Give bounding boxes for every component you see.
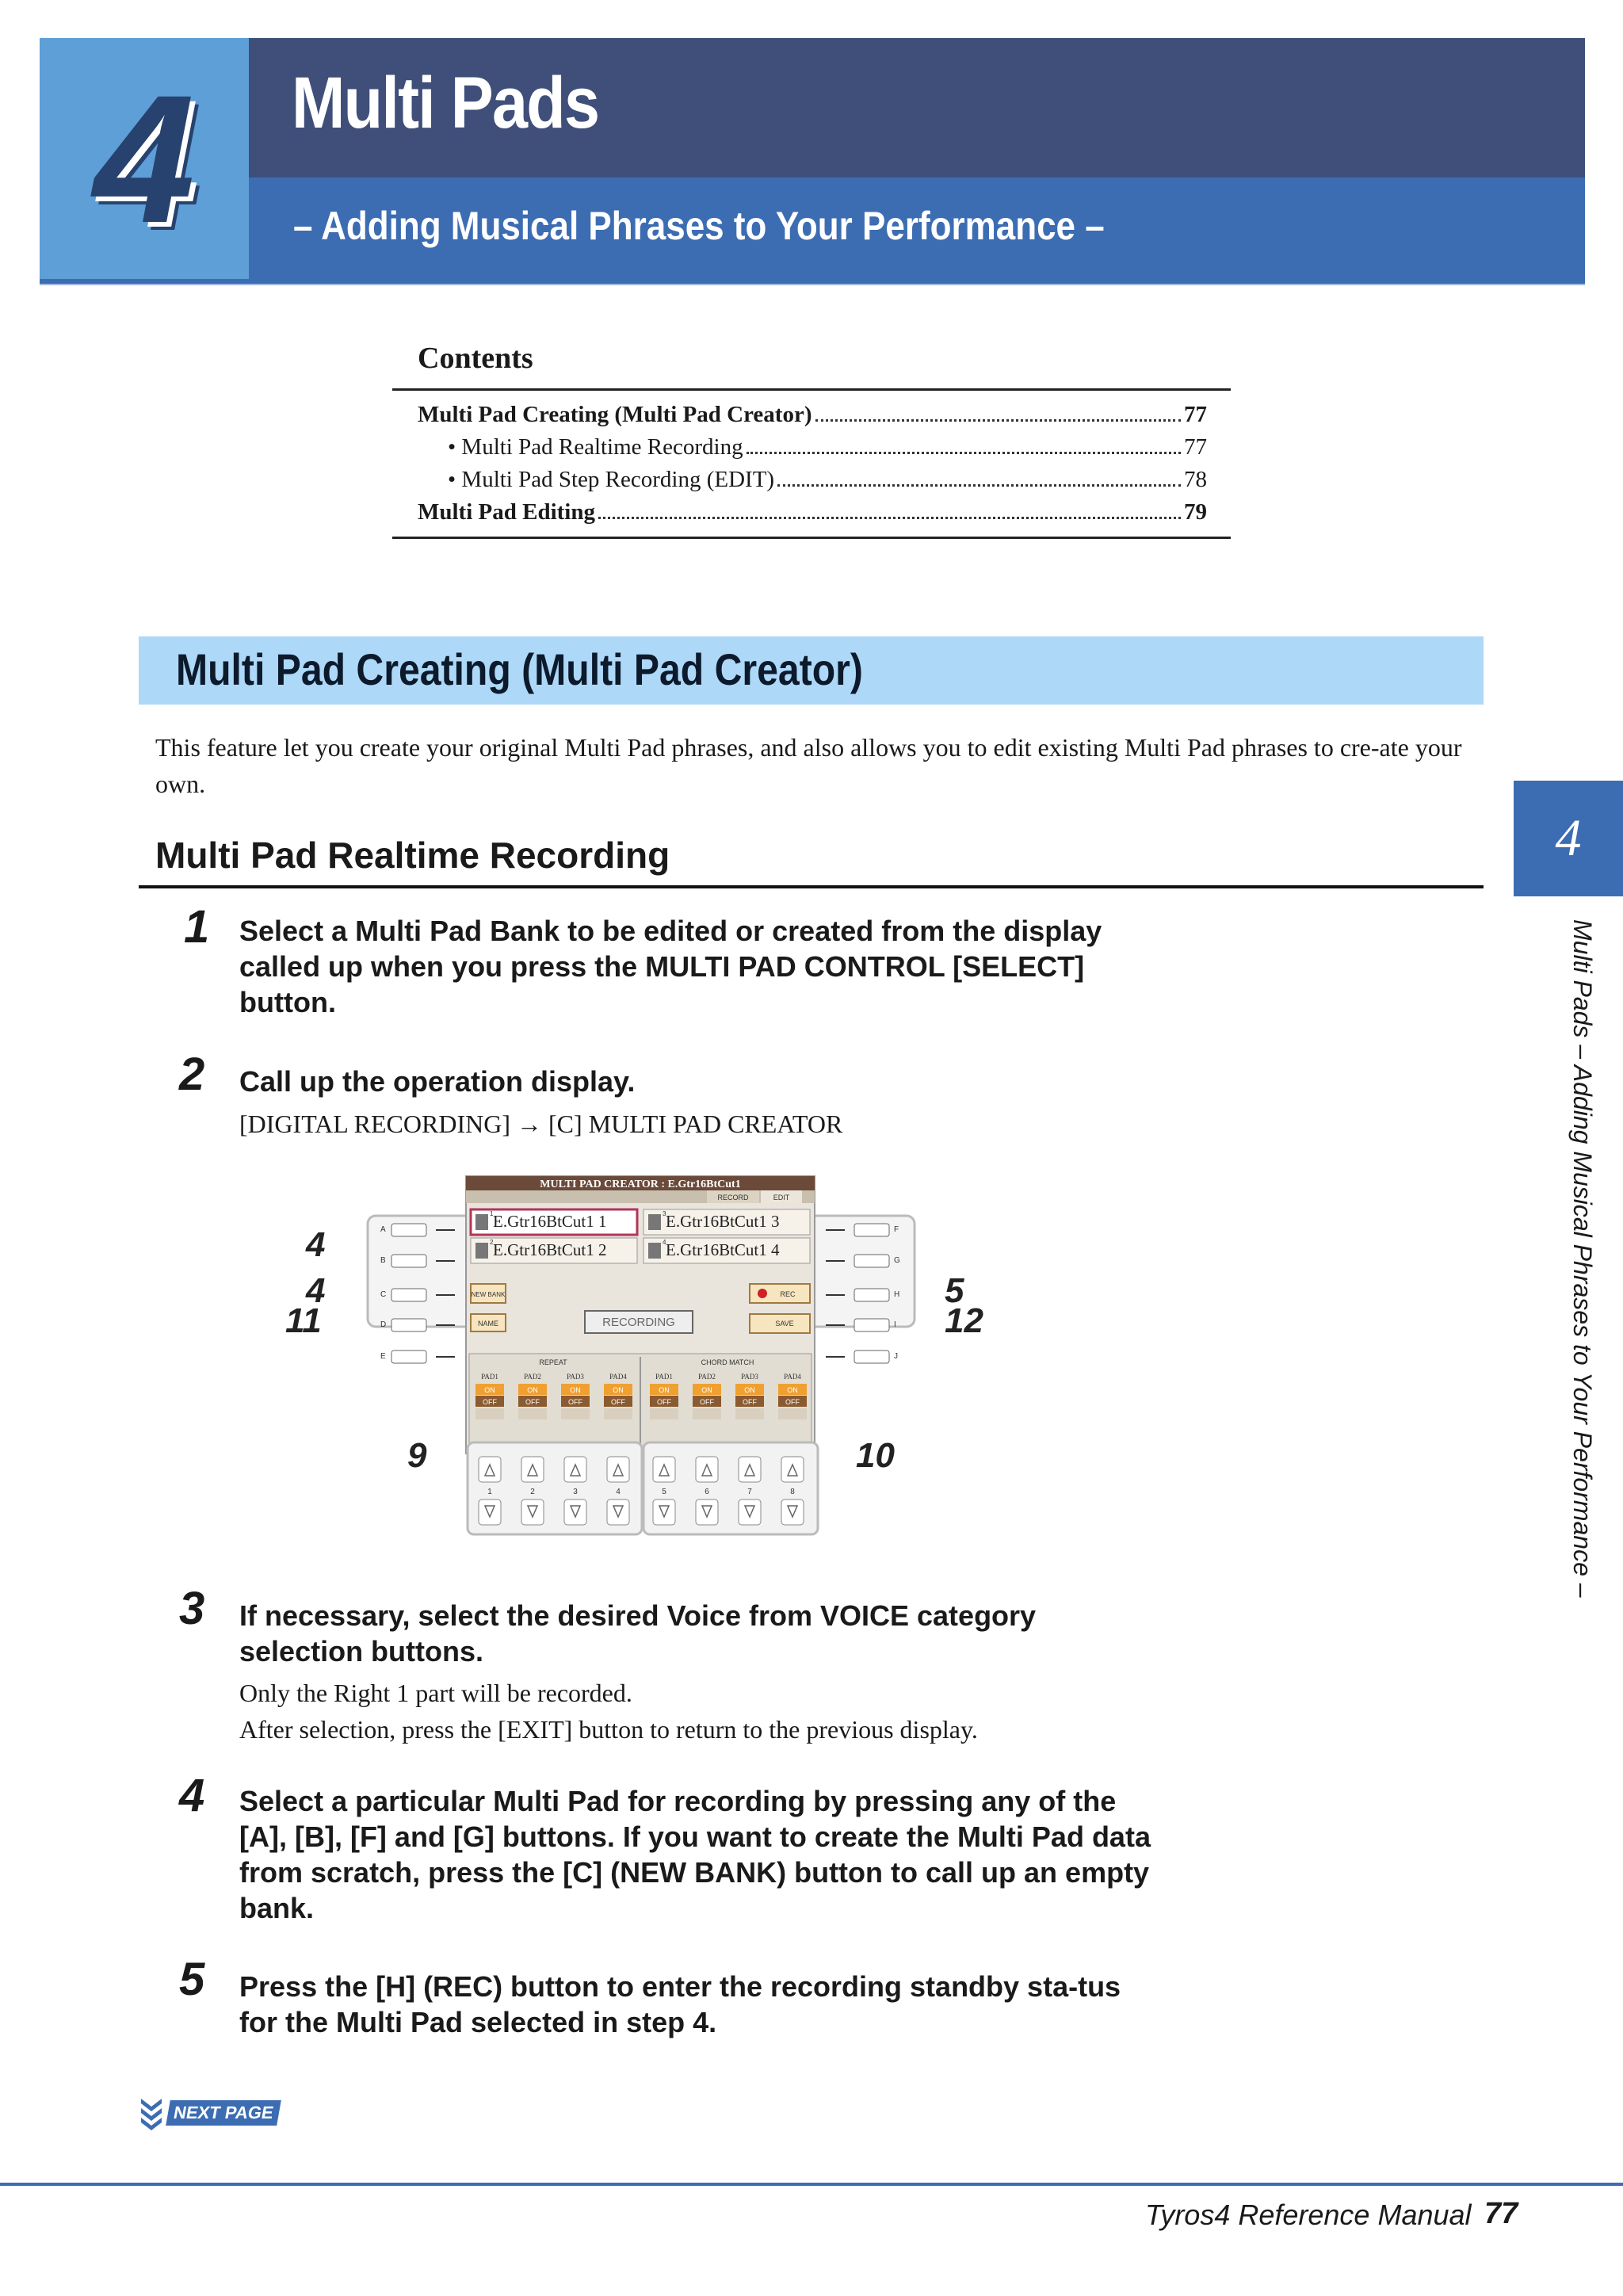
callout-number: 4 [306, 1225, 326, 1264]
up-button[interactable] [607, 1457, 629, 1482]
on-label: ON [744, 1386, 755, 1394]
audio-icon [475, 1214, 488, 1230]
section-title: Multi Pad Creating (Multi Pad Creator) [176, 644, 863, 694]
up-button[interactable] [653, 1457, 675, 1482]
rec-label: REC [780, 1290, 796, 1298]
up-button[interactable] [521, 1457, 544, 1482]
switch-track [518, 1408, 547, 1419]
button-letter: G [894, 1256, 900, 1265]
pad-slot-number: 2 [490, 1239, 494, 1246]
slider-number: 3 [573, 1488, 578, 1496]
switch-track [650, 1408, 678, 1419]
step-text: Select a particular Multi Pad for recording by pressing any of the [A], [B], [F] and [G] buttons. If you want to create the Multi Pad data from scratch, press the [C] (NEW BANK) button to call up an empty bank. [239, 1785, 1151, 1924]
audio-icon [648, 1214, 661, 1230]
step-text: Call up the operation display. [239, 1065, 636, 1098]
audio-icon [475, 1243, 488, 1259]
toc-entry[interactable] [392, 431, 1231, 464]
toc-leader [815, 419, 1182, 422]
next-page-arrows-icon [139, 2095, 163, 2132]
chapter-title: Multi Pads [292, 63, 599, 143]
subsection-title: Multi Pad Realtime Recording [155, 835, 670, 876]
off-label: OFF [785, 1398, 800, 1406]
callout-number: 11 [285, 1301, 322, 1340]
step-note: After selection, press the [EXIT] button to return to the previous display. [239, 1715, 978, 1744]
footer-rule [0, 2183, 1623, 2186]
button-h[interactable] [854, 1289, 889, 1301]
toc-rule-bottom [392, 537, 1231, 539]
slider-number: 6 [705, 1488, 709, 1496]
off-label: OFF [743, 1398, 757, 1406]
off-label: OFF [525, 1398, 540, 1406]
step-note: Only the Right 1 part will be recorded. [239, 1679, 632, 1707]
slider-number: 2 [530, 1488, 535, 1496]
tab-edit-label: EDIT [773, 1194, 790, 1201]
button-i[interactable] [854, 1319, 889, 1331]
new-bank-label: NEW BANK [471, 1291, 506, 1298]
next-page-label: NEXT PAGE [172, 2103, 276, 2122]
pad-header: PAD3 [567, 1373, 584, 1381]
step-text: If necessary, select the desired Voice from VOICE category selection buttons. [239, 1599, 1037, 1668]
step-number: 4 [179, 1770, 205, 1821]
down-button[interactable] [479, 1499, 501, 1525]
section-intro: This feature let you create your original Multi Pad phrases, and also allows you to edit existing Multi Pad phrases to cre-ate your own. [155, 733, 1462, 798]
pad-slot-number: 4 [663, 1239, 666, 1246]
step-number: 1 [184, 901, 210, 953]
toc-entry[interactable] [392, 399, 1231, 431]
step-number: 2 [179, 1049, 205, 1100]
up-button[interactable] [781, 1457, 804, 1482]
pad-header: PAD2 [698, 1373, 716, 1381]
button-letter: I [894, 1320, 896, 1329]
side-tab-number: 4 [1555, 809, 1582, 867]
toc-entry-label: Multi Pad Creating (Multi Pad Creator) [418, 402, 812, 427]
off-label: OFF [611, 1398, 625, 1406]
step-number: 5 [179, 1954, 205, 2005]
up-button[interactable] [564, 1457, 586, 1482]
toc-entry-page: 77 [1184, 434, 1207, 460]
rec-dot-icon [758, 1289, 767, 1298]
button-letter: A [380, 1225, 386, 1234]
side-running-title: Multi Pads – Adding Musical Phrases to Your Performance – [1568, 919, 1597, 1598]
down-button[interactable] [564, 1499, 586, 1525]
up-button[interactable] [696, 1457, 718, 1482]
chapter-number: 4 [94, 56, 195, 261]
button-a[interactable] [391, 1224, 426, 1236]
pad-name: E.Gtr16BtCut1 4 [666, 1240, 780, 1259]
switch-track [561, 1408, 590, 1419]
button-letter: H [894, 1290, 900, 1299]
chapter-subtitle: – Adding Musical Phrases to Your Performance – [293, 204, 1105, 248]
pad-header: PAD1 [655, 1373, 673, 1381]
down-button[interactable] [521, 1499, 544, 1525]
down-button[interactable] [781, 1499, 804, 1525]
button-letter: B [380, 1256, 386, 1265]
screen-title: MULTI PAD CREATOR : E.Gtr16BtCut1 [540, 1179, 741, 1190]
off-label: OFF [483, 1398, 497, 1406]
on-label: ON [613, 1386, 624, 1394]
recording-label: RECORDING [602, 1316, 675, 1329]
callout-number: 10 [856, 1436, 895, 1475]
slider-number: 7 [747, 1488, 752, 1496]
toc-entry-label: • Multi Pad Realtime Recording [448, 434, 743, 460]
footer-manual-title: Tyros4 Reference Manual [1145, 2199, 1472, 2231]
button-letter: D [380, 1320, 387, 1329]
button-d[interactable] [391, 1319, 426, 1331]
pad-slot-number: 3 [663, 1210, 666, 1217]
on-label: ON [570, 1386, 581, 1394]
save-label: SAVE [775, 1320, 794, 1328]
slider-number: 5 [662, 1488, 666, 1496]
step-number: 3 [179, 1583, 205, 1634]
callout-number: 4 [306, 1271, 326, 1310]
screen-illustration [357, 1173, 983, 1538]
switch-track [693, 1408, 721, 1419]
toc-entry-label: • Multi Pad Step Recording (EDIT) [448, 467, 775, 492]
pad-header: PAD3 [741, 1373, 758, 1381]
button-letter: E [380, 1352, 386, 1361]
toc-leader [777, 484, 1181, 487]
button-c[interactable] [391, 1289, 426, 1301]
audio-icon [648, 1243, 661, 1259]
pad-header: PAD4 [609, 1373, 627, 1381]
on-label: ON [787, 1386, 798, 1394]
down-button[interactable] [696, 1499, 718, 1525]
on-label: ON [484, 1386, 495, 1394]
on-label: ON [701, 1386, 712, 1394]
header-underline-light [40, 284, 1585, 285]
pad-name: E.Gtr16BtCut1 3 [666, 1212, 780, 1231]
subsection-rule [139, 885, 1484, 888]
next-page-link[interactable] [166, 2100, 281, 2126]
pad-name: E.Gtr16BtCut1 1 [493, 1212, 607, 1231]
step-text: Press the [H] (REC) button to enter the recording standby sta-tus for the Multi Pad selected in step 4. [239, 1970, 1121, 2038]
up-button[interactable] [739, 1457, 761, 1482]
callout-number: 5 [945, 1271, 964, 1310]
toc-leader [598, 517, 1181, 519]
callout-number: 12 [945, 1301, 983, 1340]
button-j[interactable] [854, 1350, 889, 1363]
slider-number: 1 [487, 1488, 492, 1496]
off-label: OFF [657, 1398, 671, 1406]
callout-number: 9 [407, 1436, 427, 1475]
toc-leader [747, 452, 1181, 454]
button-e[interactable] [391, 1350, 426, 1363]
toc-entry-page: 78 [1184, 467, 1207, 492]
toc-entry-label: Multi Pad Editing [418, 499, 595, 525]
step-text: Select a Multi Pad Bank to be edited or created from the display called up when you press the MULTI PAD CONTROL [SELECT] button. [239, 915, 1102, 1018]
button-letter: C [380, 1290, 387, 1299]
pad-slot-number: 1 [490, 1210, 494, 1217]
table-of-contents [392, 341, 1231, 539]
switch-track [778, 1408, 807, 1419]
up-button[interactable] [479, 1457, 501, 1482]
on-label: ON [527, 1386, 538, 1394]
pad-header: PAD1 [481, 1373, 498, 1381]
name-label: NAME [477, 1320, 499, 1328]
pad-header: PAD4 [784, 1373, 801, 1381]
switch-track [475, 1408, 504, 1419]
toc-entry-page: 79 [1184, 499, 1207, 525]
toc-title: Contents [418, 342, 533, 375]
down-button[interactable] [739, 1499, 761, 1525]
multi-pad-creator-screen-figure [285, 1173, 983, 1538]
toc-entry-page: 77 [1184, 402, 1207, 427]
down-button[interactable] [653, 1499, 675, 1525]
off-label: OFF [568, 1398, 582, 1406]
button-b[interactable] [391, 1255, 426, 1267]
page-number: 77 [1484, 2197, 1518, 2230]
button-f[interactable] [854, 1224, 889, 1236]
slider-number: 8 [790, 1488, 795, 1496]
toc-entry[interactable] [392, 464, 1231, 496]
switch-track [735, 1408, 764, 1419]
step-note: [DIGITAL RECORDING] → [C] MULTI PAD CREATOR [239, 1110, 843, 1138]
tab-record-label: RECORD [717, 1194, 749, 1201]
switch-track [604, 1408, 632, 1419]
repeat-label: REPEAT [539, 1358, 567, 1366]
button-letter: F [894, 1225, 899, 1234]
button-g[interactable] [854, 1255, 889, 1267]
on-label: ON [659, 1386, 670, 1394]
toc-entry[interactable] [392, 496, 1231, 529]
button-letter: J [894, 1352, 898, 1361]
down-button[interactable] [607, 1499, 629, 1525]
chord-match-label: CHORD MATCH [701, 1358, 754, 1366]
slider-number: 4 [616, 1488, 621, 1496]
off-label: OFF [700, 1398, 714, 1406]
pad-name: E.Gtr16BtCut1 2 [493, 1240, 607, 1259]
pad-header: PAD2 [524, 1373, 541, 1381]
